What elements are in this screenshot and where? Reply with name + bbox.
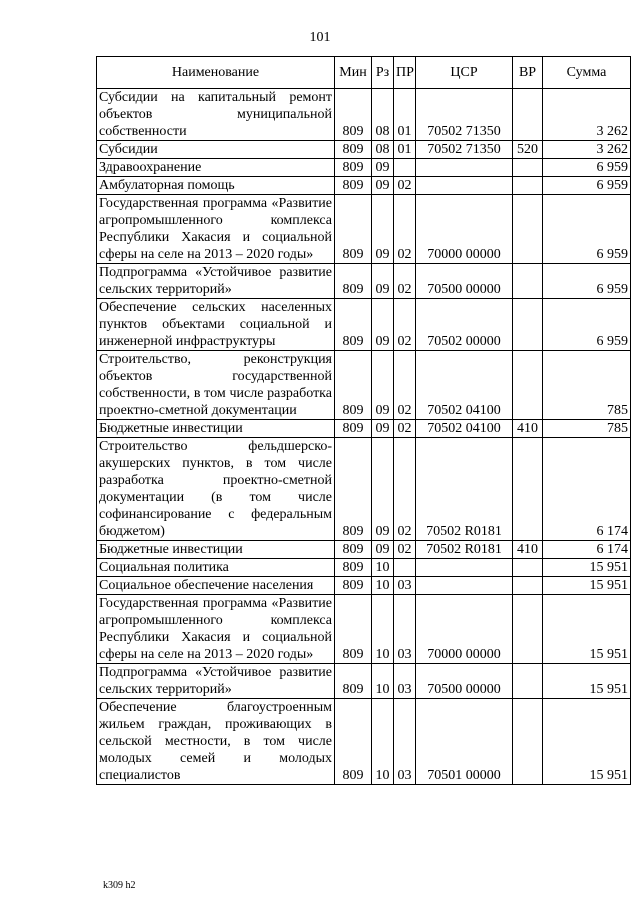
- cell-name: Амбулаторная помощь: [97, 177, 335, 195]
- header-vr: ВР: [513, 57, 543, 89]
- header-sum: Сумма: [543, 57, 631, 89]
- cell-name: Государственная программа «Развитие агропромышленного комплекса Республики Хакасия и социальной сферы на селе на 2013 – 2020 годы»: [97, 195, 335, 264]
- cell-min: 809: [335, 299, 372, 351]
- cell-min: 809: [335, 577, 372, 595]
- cell-pr: 03: [394, 699, 416, 785]
- cell-sum: 3 262: [543, 141, 631, 159]
- cell-min: 809: [335, 664, 372, 699]
- cell-csr: [416, 177, 513, 195]
- cell-pr: 03: [394, 577, 416, 595]
- table-row: [97, 664, 631, 699]
- cell-pr: 02: [394, 264, 416, 299]
- cell-min: 809: [335, 420, 372, 438]
- table-row: [97, 541, 631, 559]
- cell-vr: [513, 351, 543, 420]
- cell-csr: 70502 71350: [416, 89, 513, 141]
- cell-sum: 15 951: [543, 577, 631, 595]
- cell-sum: 6 959: [543, 264, 631, 299]
- cell-rz: 09: [372, 264, 394, 299]
- cell-name: Бюджетные инвестиции: [97, 420, 335, 438]
- cell-rz: 09: [372, 159, 394, 177]
- cell-rz: 08: [372, 89, 394, 141]
- cell-min: 809: [335, 541, 372, 559]
- cell-rz: 09: [372, 420, 394, 438]
- cell-name: Подпрограмма «Устойчивое развитие сельских территорий»: [97, 664, 335, 699]
- cell-vr: [513, 299, 543, 351]
- cell-pr: 02: [394, 541, 416, 559]
- header-rz: Рз: [372, 57, 394, 89]
- table-body: [97, 89, 631, 785]
- cell-sum: 6 959: [543, 177, 631, 195]
- cell-vr: [513, 89, 543, 141]
- cell-vr: 520: [513, 141, 543, 159]
- cell-min: 809: [335, 89, 372, 141]
- table-row: [97, 89, 631, 141]
- cell-vr: [513, 177, 543, 195]
- table-row: [97, 699, 631, 785]
- header-csr: ЦСР: [416, 57, 513, 89]
- cell-pr: [394, 559, 416, 577]
- cell-min: 809: [335, 264, 372, 299]
- cell-vr: [513, 559, 543, 577]
- cell-min: 809: [335, 559, 372, 577]
- footer-code: k309 h2: [103, 880, 136, 891]
- cell-name: Подпрограмма «Устойчивое развитие сельских территорий»: [97, 264, 335, 299]
- cell-vr: [513, 699, 543, 785]
- cell-rz: 09: [372, 299, 394, 351]
- cell-pr: 02: [394, 195, 416, 264]
- cell-csr: 70500 00000: [416, 264, 513, 299]
- table-row: [97, 351, 631, 420]
- cell-csr: 70500 00000: [416, 664, 513, 699]
- cell-csr: 70502 04100: [416, 351, 513, 420]
- cell-csr: 70000 00000: [416, 195, 513, 264]
- table-row: [97, 438, 631, 541]
- cell-vr: [513, 195, 543, 264]
- cell-pr: 02: [394, 438, 416, 541]
- cell-vr: [513, 595, 543, 664]
- cell-min: 809: [335, 159, 372, 177]
- cell-pr: [394, 159, 416, 177]
- cell-rz: 09: [372, 177, 394, 195]
- cell-sum: 6 174: [543, 541, 631, 559]
- cell-name: Обеспечение сельских населенных пунктов объектами социальной и инженерной инфраструктуры: [97, 299, 335, 351]
- cell-rz: 10: [372, 559, 394, 577]
- cell-rz: 10: [372, 577, 394, 595]
- cell-sum: 6 959: [543, 195, 631, 264]
- cell-csr: 70502 71350: [416, 141, 513, 159]
- cell-csr: [416, 577, 513, 595]
- cell-sum: 6 959: [543, 299, 631, 351]
- header-pr: ПР: [394, 57, 416, 89]
- cell-rz: 10: [372, 664, 394, 699]
- cell-name: Государственная программа «Развитие агропромышленного комплекса Республики Хакасия и социальной сферы на селе на 2013 – 2020 годы»: [97, 595, 335, 664]
- cell-min: 809: [335, 351, 372, 420]
- cell-min: 809: [335, 699, 372, 785]
- cell-sum: 15 951: [543, 664, 631, 699]
- cell-min: 809: [335, 438, 372, 541]
- cell-csr: 70502 04100: [416, 420, 513, 438]
- page-number: 101: [309, 30, 331, 45]
- budget-table: [96, 56, 631, 785]
- cell-name: Обеспечение благоустроенным жильем граждан, проживающих в сельской местности, в том числе молодых семей и молодых специалистов: [97, 699, 335, 785]
- cell-name: Социальная политика: [97, 559, 335, 577]
- cell-csr: [416, 159, 513, 177]
- cell-pr: 02: [394, 299, 416, 351]
- cell-name: Субсидии на капитальный ремонт объектов муниципальной собственности: [97, 89, 335, 141]
- cell-sum: 6 959: [543, 159, 631, 177]
- cell-pr: 01: [394, 141, 416, 159]
- header-min: Мин: [335, 57, 372, 89]
- cell-rz: 10: [372, 699, 394, 785]
- cell-csr: 70502 R0181: [416, 438, 513, 541]
- table-row: [97, 577, 631, 595]
- cell-csr: 70502 R0181: [416, 541, 513, 559]
- cell-vr: 410: [513, 420, 543, 438]
- table-row: [97, 559, 631, 577]
- table-row: [97, 420, 631, 438]
- cell-csr: 70502 00000: [416, 299, 513, 351]
- table-row: [97, 195, 631, 264]
- cell-pr: 01: [394, 89, 416, 141]
- cell-name: Социальное обеспечение населения: [97, 577, 335, 595]
- cell-rz: 09: [372, 195, 394, 264]
- cell-vr: 410: [513, 541, 543, 559]
- cell-vr: [513, 664, 543, 699]
- table-header-row: [97, 57, 631, 89]
- table-row: [97, 264, 631, 299]
- cell-name: Бюджетные инвестиции: [97, 541, 335, 559]
- cell-pr: 02: [394, 420, 416, 438]
- cell-pr: 02: [394, 177, 416, 195]
- cell-min: 809: [335, 195, 372, 264]
- cell-sum: 15 951: [543, 595, 631, 664]
- cell-name: Строительство фельдшерско-акушерских пунктов, в том числе разработка проектно-сметной документации (в том числе софинансирование с федеральным бюджетом): [97, 438, 335, 541]
- cell-csr: [416, 559, 513, 577]
- cell-sum: 785: [543, 351, 631, 420]
- cell-vr: [513, 577, 543, 595]
- cell-sum: 785: [543, 420, 631, 438]
- cell-vr: [513, 438, 543, 541]
- cell-sum: 15 951: [543, 559, 631, 577]
- table-row: [97, 177, 631, 195]
- table-row: [97, 299, 631, 351]
- cell-rz: 09: [372, 438, 394, 541]
- header-name: Наименование: [97, 57, 335, 89]
- cell-vr: [513, 159, 543, 177]
- cell-name: Здравоохранение: [97, 159, 335, 177]
- cell-name: Строительство, реконструкция объектов государственной собственности, в том числе разработка проектно-сметной документации: [97, 351, 335, 420]
- cell-pr: 03: [394, 664, 416, 699]
- cell-sum: 15 951: [543, 699, 631, 785]
- table-row: [97, 595, 631, 664]
- cell-min: 809: [335, 141, 372, 159]
- cell-csr: 70501 00000: [416, 699, 513, 785]
- cell-name: Субсидии: [97, 141, 335, 159]
- cell-rz: 10: [372, 595, 394, 664]
- cell-pr: 02: [394, 351, 416, 420]
- cell-min: 809: [335, 177, 372, 195]
- cell-min: 809: [335, 595, 372, 664]
- table-row: [97, 159, 631, 177]
- cell-pr: 03: [394, 595, 416, 664]
- cell-rz: 09: [372, 541, 394, 559]
- cell-rz: 09: [372, 351, 394, 420]
- cell-rz: 08: [372, 141, 394, 159]
- cell-vr: [513, 264, 543, 299]
- cell-csr: 70000 00000: [416, 595, 513, 664]
- cell-sum: 6 174: [543, 438, 631, 541]
- cell-sum: 3 262: [543, 89, 631, 141]
- table-row: [97, 141, 631, 159]
